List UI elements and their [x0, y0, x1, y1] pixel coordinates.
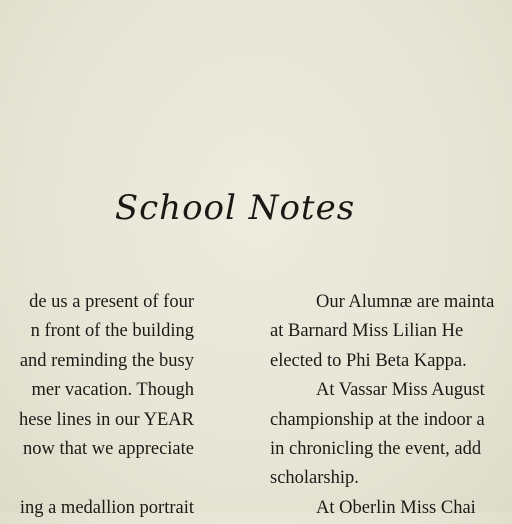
- text-line: At Oberlin Miss Chai: [316, 497, 476, 518]
- text-line: elected to Phi Beta Kappa.: [270, 350, 467, 371]
- text-line: mer vacation. Though: [31, 380, 194, 401]
- page-title: School Notes: [114, 188, 356, 228]
- text-line: in chronicling the event, add: [270, 439, 482, 460]
- text-line: and reminding the busy: [19, 350, 194, 371]
- left-column: [19, 288, 194, 524]
- text-line: championship at the indoor a: [270, 409, 485, 430]
- paragraph-gap: [19, 464, 194, 494]
- text-line: de us a present of four: [29, 292, 194, 312]
- text-line: Our Alumnæ are mainta: [316, 292, 495, 312]
- text-line: scholarship.: [270, 468, 359, 489]
- text-line: ing a medallion portrait: [19, 498, 194, 519]
- right-column: [270, 288, 494, 523]
- text-line: now that we appreciate: [22, 439, 194, 460]
- text-line: At Vassar Miss August: [316, 380, 485, 401]
- text-line: at Barnard Miss Lilian He: [270, 321, 464, 342]
- text-line: hese lines in our YEAR: [18, 409, 194, 430]
- text-line: n front of the building: [30, 321, 194, 342]
